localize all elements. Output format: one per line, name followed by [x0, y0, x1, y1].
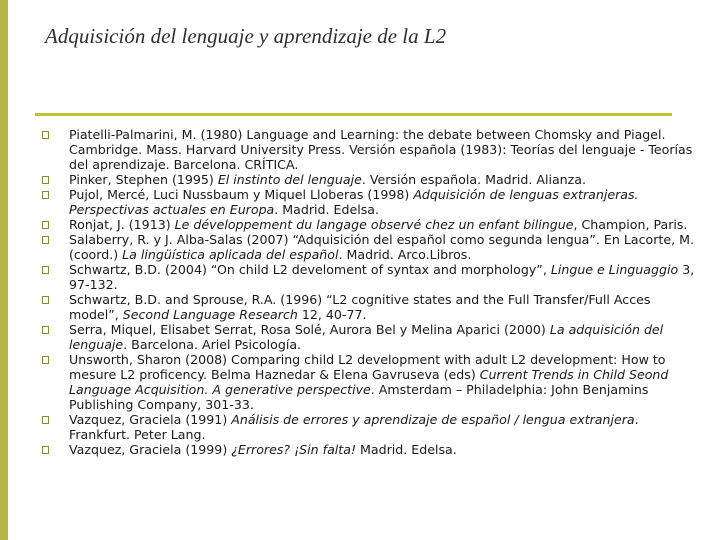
reference-text-segment: Pinker, Stephen (1995): [69, 172, 218, 187]
reference-text-segment: Vazquez, Graciela (1999): [69, 442, 232, 457]
square-bullet-icon: [42, 266, 49, 274]
reference-title-italic: Lingue e Linguaggio: [550, 262, 679, 277]
square-bullet-icon: [42, 236, 49, 244]
reference-title-italic: Le développement du langage observé chez un enfant bilingue: [174, 217, 574, 232]
square-bullet-icon: [42, 356, 49, 364]
reference-text-segment: Madrid. Edelsa.: [356, 442, 457, 457]
reference-text: [69, 262, 694, 292]
reference-text-segment: . Amsterdam – Philadelphia: John Benjamins Publishing Company, 301-33.: [69, 382, 649, 412]
reference-text-segment: . Versión española. Madrid. Alianza.: [361, 172, 586, 187]
reference-item: [42, 352, 697, 412]
reference-text: [69, 172, 586, 187]
reference-title-italic: El instinto del lenguaje: [217, 172, 362, 187]
square-bullet-icon: [42, 131, 49, 139]
reference-text: [69, 442, 457, 457]
reference-text: [69, 412, 639, 442]
reference-title-italic: Current Trends in Child Seond Language Acquisition. A generative perspective: [69, 367, 669, 397]
reference-text-segment: Schwartz, B.D. and Sprouse, R.A. (1996) “L2 cognitive states and the Full Transfer/Full Acces model”,: [69, 292, 651, 322]
reference-text: [69, 292, 650, 322]
reference-text: [69, 352, 668, 412]
reference-item: [42, 127, 697, 172]
reference-list: [42, 127, 697, 457]
reference-text-segment: 3, 97-132.: [69, 262, 695, 292]
reference-text-segment: Schwartz, B.D. (2004) “On child L2 develoment of syntax and morphology”,: [69, 262, 551, 277]
reference-text: [69, 127, 692, 172]
reference-item: [42, 217, 697, 232]
reference-text-segment: Vazquez, Graciela (1991): [69, 412, 232, 427]
square-bullet-icon: [42, 446, 49, 454]
reference-item: [42, 412, 697, 442]
reference-item: [42, 172, 697, 187]
reference-text-segment: , Champion, Paris.: [573, 217, 688, 232]
square-bullet-icon: [42, 191, 49, 199]
reference-text-segment: Ronjat, J. (1913): [69, 217, 175, 232]
title-divider: [35, 113, 672, 116]
reference-text-segment: . Madrid. Arco.Libros.: [338, 247, 472, 262]
square-bullet-icon: [42, 326, 49, 334]
square-bullet-icon: [42, 416, 49, 424]
reference-text-segment: Piatelli-Palmarini, M. (1980) Language and Learning: the debate between Chomsky and Piagel. Cambridge. Mass. Harvard University Press. Versión española (1983): Teorías del lenguaje - Teorías del aprendizaje. Barcelona. CRÍTICA.: [69, 127, 693, 172]
reference-title-italic: Second Language Research: [122, 307, 298, 322]
reference-item: [42, 322, 697, 352]
reference-text-segment: . Barcelona. Ariel Psicología.: [123, 337, 302, 352]
reference-item: [42, 232, 697, 262]
reference-title-italic: Análisis de errores y aprendizaje de español / lengua extranjera: [231, 412, 635, 427]
reference-title-italic: La lingüística aplicada del español: [122, 247, 339, 262]
reference-text-segment: 12, 40-77.: [297, 307, 367, 322]
reference-item: [42, 442, 697, 457]
reference-item: [42, 292, 697, 322]
square-bullet-icon: [42, 296, 49, 304]
reference-text: [69, 217, 687, 232]
reference-text: [69, 187, 639, 217]
reference-item: [42, 262, 697, 292]
reference-text-segment: Salaberry, R. y J. Alba-Salas (2007) “Adquisición del español como segunda lengua”. En Lacorte, M. (coord.): [69, 232, 694, 262]
reference-title-italic: La adquisición del lenguaje: [69, 322, 664, 352]
reference-text-segment: . Frankfurt. Peter Lang.: [69, 412, 639, 442]
reference-title-italic: Adquisición de lenguas extranjeras. Perspectivas actuales en Europa: [69, 187, 639, 217]
square-bullet-icon: [42, 176, 49, 184]
reference-text: [69, 232, 694, 262]
slide-title: Adquisición del lenguaje y aprendizaje de la L2: [45, 24, 447, 48]
reference-text-segment: Pujol, Mercé, Luci Nussbaum y Miquel Lloberas (1998): [69, 187, 414, 202]
left-accent-bar: [0, 0, 8, 540]
reference-text: [69, 322, 663, 352]
reference-item: [42, 187, 697, 217]
square-bullet-icon: [42, 221, 49, 229]
reference-title-italic: ¿Errores? ¡Sin falta!: [231, 442, 356, 457]
reference-text-segment: . Madrid. Edelsa.: [274, 202, 380, 217]
reference-text-segment: Serra, Miquel, Elisabet Serrat, Rosa Solé, Aurora Bel y Melina Aparici (2000): [69, 322, 550, 337]
reference-text-segment: Unsworth, Sharon (2008) Comparing child L2 development with adult L2 development: How to mesure L2 proficency. Belma Haznedar & Elena Gavruseva (eds): [69, 352, 666, 382]
